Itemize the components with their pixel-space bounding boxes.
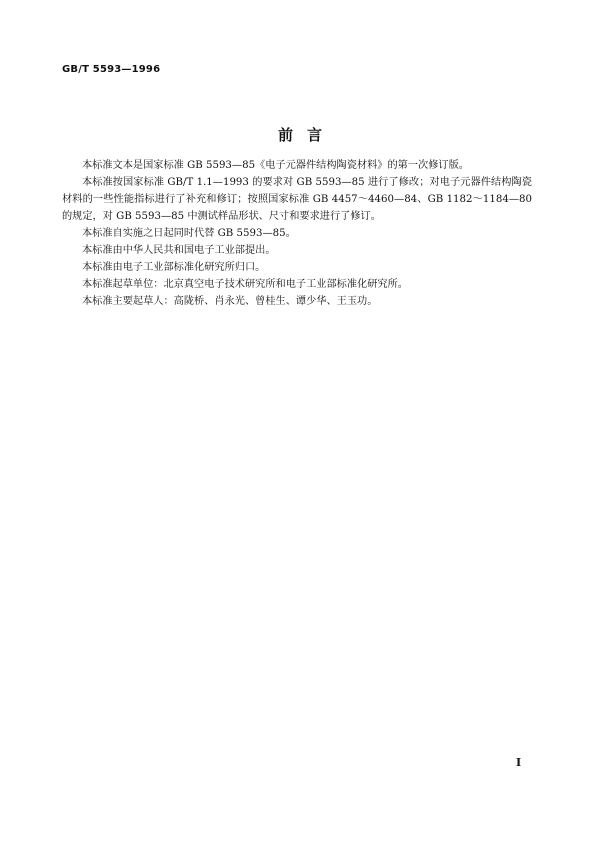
paragraph-proposer: 本标准由中华人民共和国电子工业部提出。 [82,245,276,256]
page-number: I [516,756,522,769]
foreword-body [62,157,532,310]
paragraph-drafters: 本标准主要起草人：高陇桥、肖永光、曾桂生、谭少华、王玉功。 [82,296,378,307]
paragraph-modifications: 本标准按国家标准 GB/T 1.1—1993 的要求对 GB 5593—85 进行了修改；对电子元器件结构陶瓷材料的一些性能指标进行了补充和修订；按照国家标准 GB 4457～4460—84、GB 1182～1184—80 的规定，对 GB 5593—85 中测试样品形状、尺寸和要求进行了修订。 [62,177,532,222]
paragraph-administrator: 本标准由电子工业部标准化研究所归口。 [82,262,266,273]
paragraph-revision: 本标准文本是国家标准 GB 5593—85《电子元器件结构陶瓷材料》的第一次修订版。 [82,160,469,171]
standard-number: GB/T 5593—1996 [62,64,161,75]
paragraph-replacement: 本标准自实施之日起同时代替 GB 5593—85。 [82,228,296,239]
paragraph-drafting-units: 本标准起草单位：北京真空电子技术研究所和电子工业部标准化研究所。 [82,279,408,290]
page-title: 前言 [277,126,336,144]
